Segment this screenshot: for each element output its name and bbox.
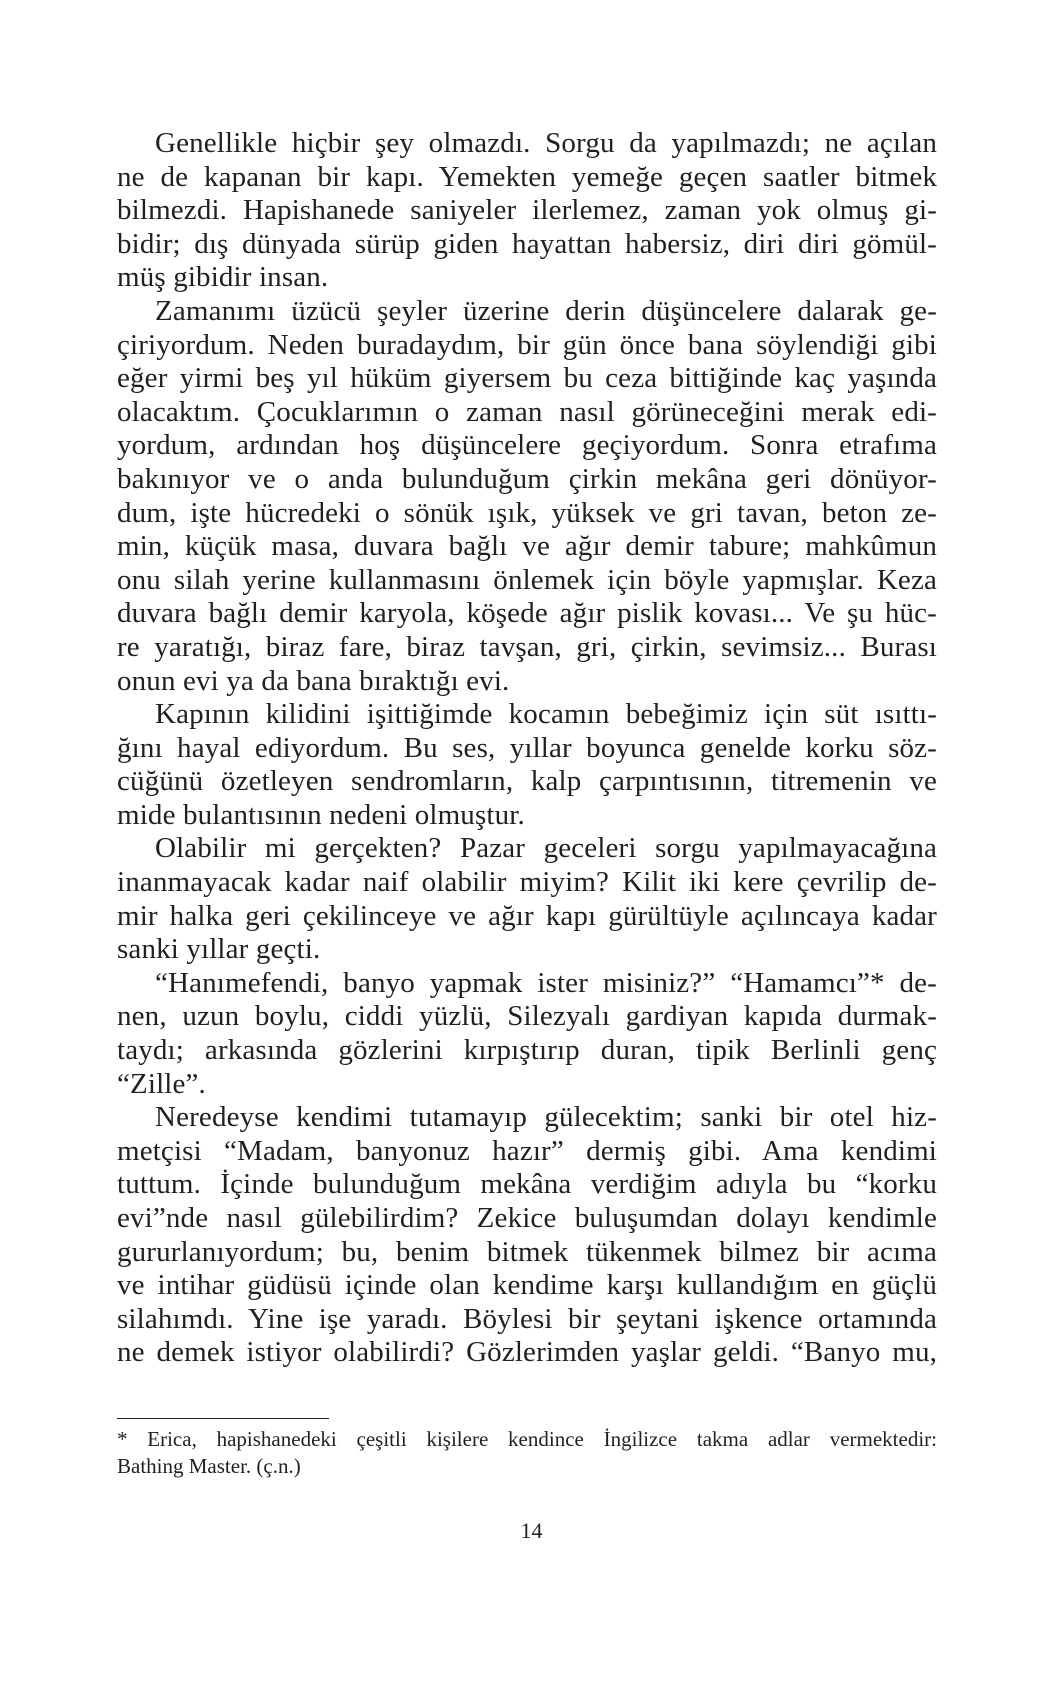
text-line: ve intihar güdüsü içinde olan kendime karşı kullandığım en güçlü xyxy=(117,1269,937,1302)
text-line: mir halka geri çekilinceye ve ağır kapı gürültüyle açılıncaya kadar xyxy=(117,899,937,932)
text-line: eğer yirmi beş yıl hüküm giyersem bu ceza bittiğinde kaç yaşında xyxy=(117,362,937,395)
text-line: yordum, ardından hoş düşüncelere geçiyordum. Sonra etrafıma xyxy=(117,429,937,462)
text-line: çiriyordum. Neden buradaydım, bir gün önce bana söylendiği gibi xyxy=(117,328,937,361)
text-line: tuttum. İçinde bulunduğum mekâna verdiğim adıyla bu “korku xyxy=(117,1168,937,1201)
text-line: olacaktım. Çocuklarımın o zaman nasıl görüneceğini merak edi- xyxy=(117,395,937,428)
text-line: Kapının kilidini işittiğimde kocamın bebeğimiz için süt ısıttı- xyxy=(155,698,937,731)
text-line: sanki yıllar geçti. xyxy=(117,933,321,966)
page-number: 14 xyxy=(520,1518,543,1543)
text-line: duvara bağlı demir karyola, köşede ağır pislik kovası... Ve şu hüc- xyxy=(117,597,937,630)
text-line: mide bulantısının nedeni olmuştur. xyxy=(117,798,525,831)
text-line: inanmayacak kadar naif olabilir miyim? Kilit iki kere çevrilip de- xyxy=(117,866,937,899)
text-line: bakınıyor ve o anda bulunduğum çirkin mekâna geri dönüyor- xyxy=(117,462,937,495)
text-line: bilmezdi. Hapishanede saniyeler ilerlemez, zaman yok olmuş gi- xyxy=(117,194,937,227)
text-line: dum, işte hücredeki o sönük ışık, yüksek ve gri tavan, beton ze- xyxy=(117,496,937,529)
text-line: gururlanıyordum; bu, benim bitmek tükenmek bilmez bir acıma xyxy=(117,1235,937,1268)
text-line: metçisi “Madam, banyonuz hazır” dermiş gibi. Ama kendimi xyxy=(117,1134,937,1167)
text-line: Zamanımı üzücü şeyler üzerine derin düşüncelere dalarak ge- xyxy=(155,294,937,327)
text-line: ne demek istiyor olabilirdi? Gözlerimden yaşlar geldi. “Banyo mu, xyxy=(117,1336,937,1369)
text-line: Neredeyse kendimi tutamayıp gülecektim; sanki bir otel hiz- xyxy=(155,1101,937,1134)
footnote xyxy=(117,1426,937,1480)
text-line: “Hanımefendi, banyo yapmak ister misiniz?” “Hamamcı”* de- xyxy=(155,966,937,999)
footnote-line: * Erica, hapishanedeki çeşitli kişilere kendince İngilizce takma adlar vermektedir: xyxy=(117,1427,937,1451)
text-line: silahımdı. Yine işe yaradı. Böylesi bir şeytani işkence ortamında xyxy=(117,1302,937,1335)
text-line: cüğünü özetleyen sendromların, kalp çarpıntısının, titremenin ve xyxy=(117,765,937,798)
text-line: Genellikle hiçbir şey olmazdı. Sorgu da yapılmazdı; ne açılan xyxy=(155,127,937,159)
text-line: ğını hayal ediyordum. Bu ses, yıllar boyunca genelde korku söz- xyxy=(117,731,937,764)
footnote-divider xyxy=(117,1418,329,1419)
text-line: taydı; arkasında gözlerini kırpıştırıp duran, tipik Berlinli genç xyxy=(117,1034,937,1067)
text-line: nen, uzun boylu, ciddi yüzlü, Silezyalı gardiyan kapıda durmak- xyxy=(117,1000,937,1033)
text-line: “Zille”. xyxy=(117,1067,206,1100)
text-line: min, küçük masa, duvara bağlı ve ağır demir tabure; mahkûmun xyxy=(117,530,937,563)
footnote-line: Bathing Master. (ç.n.) xyxy=(117,1454,301,1478)
text-line: re yaratığı, biraz fare, biraz tavşan, gri, çirkin, sevimsiz... Burası xyxy=(117,630,937,663)
text-line: müş gibidir insan. xyxy=(117,261,329,294)
text-line: onu silah yerine kullanmasını önlemek için böyle yapmışlar. Keza xyxy=(117,563,937,596)
text-line: onun evi ya da bana bıraktığı evi. xyxy=(117,664,510,697)
text-line: bidir; dış dünyada sürüp giden hayattan habersiz, diri diri gömül- xyxy=(117,227,937,260)
body-text xyxy=(117,127,937,1370)
text-line: Olabilir mi gerçekten? Pazar geceleri sorgu yapılmayacağına xyxy=(155,832,937,865)
text-line: ne de kapanan bir kapı. Yemekten yemeğe geçen saatler bitmek xyxy=(117,160,937,193)
text-line: evi”nde nasıl gülebilirdim? Zekice buluşumdan dolayı kendimle xyxy=(117,1202,937,1234)
